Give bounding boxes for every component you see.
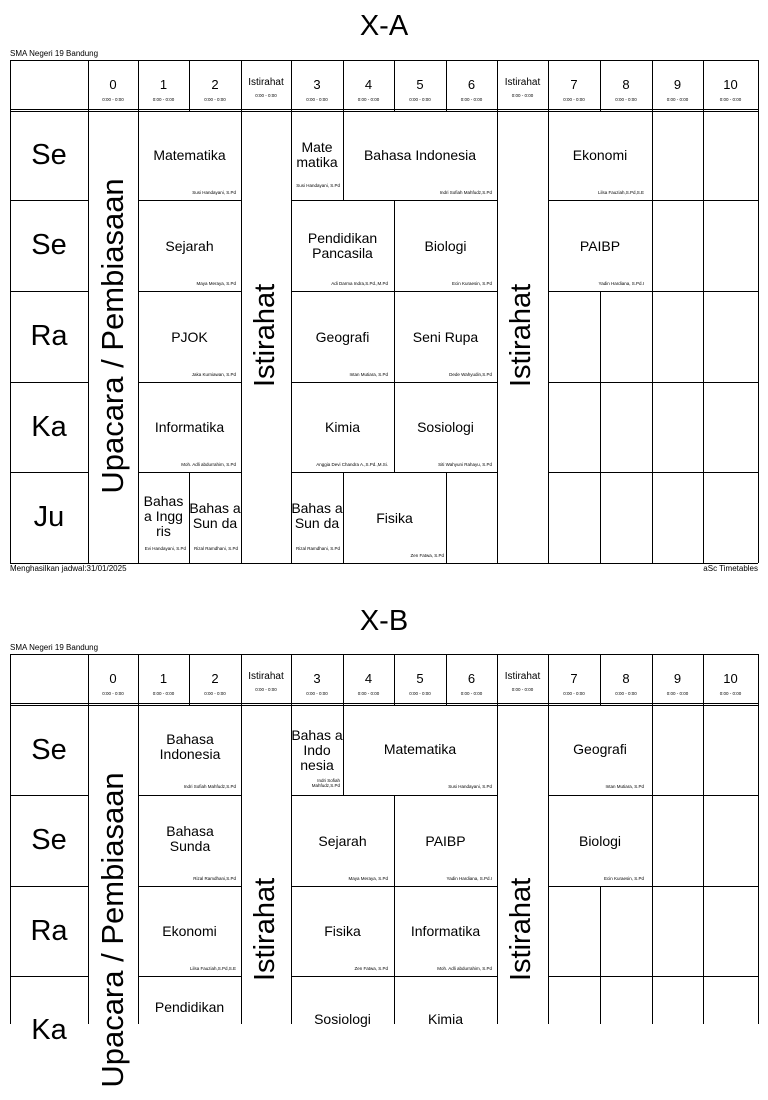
lesson-subject: Ekonomi [572, 146, 628, 163]
lesson-teacher: Evi Handayani, S.Pd [144, 546, 186, 551]
lesson-teacher: Moh. Adli abdurrahim, S.Pd [437, 966, 492, 971]
lesson-teacher: Rizal Ramdhani, S.Pd [295, 546, 340, 551]
period-header: 7 0:00 - 0:00 [563, 77, 585, 102]
lesson-teacher: Intan Mutiara, S.Pd [605, 784, 644, 789]
lesson-subject: Sejarah [165, 237, 214, 254]
lesson-subject: PJOK [171, 328, 208, 345]
lesson-teacher: Intan Mutiara, S.Pd [349, 372, 388, 377]
period-header: Istirahat 0:00 - 0:00 [248, 671, 284, 692]
lesson-subject: Informatika [154, 418, 225, 435]
lesson-subject: Kimia [427, 1010, 463, 1027]
lesson-teacher: Zen Fatwa, S.Pd [410, 553, 444, 558]
period-header: 7 0:00 - 0:00 [563, 671, 585, 696]
break-label: Istirahat [249, 283, 281, 387]
lesson-subject: Fisika [324, 922, 361, 939]
lesson-teacher: Rizal Ramdhani, S.Pd [193, 546, 238, 551]
period-header: 0 0:00 - 0:00 [102, 77, 124, 102]
lesson-subject: Matematika [153, 146, 226, 163]
lesson-teacher: Susi Handayani, S.Pd [192, 190, 236, 195]
period-header: 8 0:00 - 0:00 [615, 671, 637, 696]
school-name: SMA Negeri 19 Bandung [10, 49, 99, 58]
lesson-teacher: Lilsa Fauziah,S.Pd,S.E [189, 966, 236, 971]
lesson-teacher: Yadin Hardiana, S.Pd.I [598, 281, 644, 286]
upacara-label: Upacara / Pembiasaan [95, 178, 130, 494]
brand-footer: aSc Timetables [703, 564, 758, 573]
break-label: Istirahat [505, 283, 537, 387]
lesson-subject: Ekonomi [162, 922, 217, 939]
day-label: Ju [33, 501, 65, 533]
period-header: 4 0:00 - 0:00 [357, 77, 380, 102]
lesson-subject: PAIBP [425, 832, 466, 849]
lesson-teacher: Dede Wahyudin,S.Pd [449, 372, 492, 377]
lesson-subject: Pendidikan [154, 998, 225, 1015]
class-title: X-B [359, 605, 409, 637]
lesson-teacher: Maya Meraya, S.Pd [196, 281, 236, 286]
lesson-subject: Mate matika [296, 139, 338, 170]
lesson-subject: Biologi [578, 832, 622, 849]
lesson-subject: Seni Rupa [412, 328, 479, 345]
lesson-subject: Bahasa Sunda [166, 823, 214, 854]
lesson-teacher: Zen Fatwa, S.Pd [354, 966, 388, 971]
lesson-teacher: Indri Sofiah Mahfudz,S.Pd [439, 190, 492, 195]
lesson-teacher: Anggia Devi Chandra A.,S.Pd.,M.Si. [316, 462, 388, 467]
day-label: Ka [31, 1013, 67, 1046]
period-header: 2 0:00 - 0:00 [204, 671, 226, 696]
period-header: 2 0:00 - 0:00 [204, 77, 226, 102]
day-label: Ka [31, 410, 67, 443]
period-header: 10 0:00 - 0:00 [719, 77, 742, 102]
break-label: Istirahat [505, 877, 537, 981]
day-label: Ra [30, 320, 68, 352]
period-header: 6 0:00 - 0:00 [460, 77, 483, 102]
generated-date: Menghasilkan jadwal:31/01/2025 [10, 564, 127, 573]
period-header: 8 0:00 - 0:00 [615, 77, 637, 102]
period-header: 5 0:00 - 0:00 [409, 77, 431, 102]
lesson-teacher: Ecin Kuraesin, S.Pd [603, 876, 644, 881]
lesson-teacher: Ecin Kuraesin, S.Pd [451, 281, 492, 286]
upacara-label: Upacara / Pembiasaan [95, 772, 130, 1088]
lesson-subject: Informatika [410, 922, 481, 939]
period-header: 3 0:00 - 0:00 [306, 77, 328, 102]
lesson-subject: Bahas a Sun da [189, 500, 241, 531]
period-header: 6 0:00 - 0:00 [460, 671, 483, 696]
period-header: 1 0:00 - 0:00 [152, 77, 175, 102]
lesson-teacher: Lilsa Fauziah,S.Pd,S.E [597, 190, 644, 195]
lesson-teacher: Adi Darma Indra,S.Pd.,M.Pd [331, 281, 388, 286]
lesson-teacher: Rizal Ramdhani,S.Pd [193, 876, 236, 881]
lesson-subject: Sosiologi [417, 418, 474, 435]
period-header: 4 0:00 - 0:00 [357, 671, 380, 696]
period-header: Istirahat 0:00 - 0:00 [504, 77, 541, 98]
lesson-teacher: Yadin Hardiana, S.Pd.I [446, 876, 492, 881]
lesson-subject: Bahas a Indo nesia [291, 726, 343, 773]
lesson-subject: Bahas a Sun da [291, 500, 343, 531]
day-label: Ra [30, 914, 68, 947]
period-header: 1 0:00 - 0:00 [152, 671, 175, 696]
lesson-subject: Geografi [315, 328, 370, 345]
lesson-teacher: Maya Meraya, S.Pd [348, 876, 388, 881]
lesson-teacher: Susi Handayani, S.Pd [448, 784, 492, 789]
period-header: Istirahat 0:00 - 0:00 [248, 77, 284, 98]
lesson-subject: PAIBP [579, 237, 621, 254]
lesson-subject: Geografi [573, 740, 627, 757]
day-label: Se [31, 733, 67, 766]
class-title: X-A [359, 10, 409, 42]
lesson-teacher: Moh. Adli abdurrahim, S.Pd [181, 462, 236, 467]
lesson-subject: Bahasa Indonesia [159, 731, 221, 762]
lesson-subject: Bahasa Indonesia [363, 146, 477, 163]
day-label: Se [31, 139, 67, 171]
period-header: 9 0:00 - 0:00 [666, 77, 689, 102]
day-label: Se [31, 824, 67, 856]
lesson-teacher: Indri Sofiah Mahfudz,S.Pd [311, 778, 340, 788]
lesson-subject: Matematika [383, 740, 457, 757]
lesson-teacher: Siti Wahyuni Rahayu, S.Pd [438, 462, 492, 467]
lesson-subject: Kimia [324, 418, 360, 435]
day-label: Se [31, 229, 67, 261]
lesson-subject: Bahas a Ingg ris [143, 492, 184, 539]
lesson-subject: Fisika [376, 509, 413, 526]
period-header: 9 0:00 - 0:00 [666, 671, 689, 696]
lesson-teacher: Susi Handayani, S.Pd [296, 183, 340, 188]
lesson-subject: Sosiologi [314, 1010, 371, 1027]
lesson-subject: Pendidikan Pancasila [307, 230, 378, 261]
period-header: 5 0:00 - 0:00 [409, 671, 431, 696]
break-label: Istirahat [249, 877, 281, 981]
lesson-subject: Biologi [424, 237, 467, 254]
period-header: 3 0:00 - 0:00 [306, 671, 328, 696]
period-header: 10 0:00 - 0:00 [719, 671, 742, 696]
lesson-subject: Sejarah [318, 832, 367, 849]
lesson-teacher: Indri Sofiah Mahfudz,S.Pd [183, 784, 236, 789]
period-header: Istirahat 0:00 - 0:00 [504, 671, 541, 692]
period-header: 0 0:00 - 0:00 [102, 671, 124, 696]
lesson-teacher: Jaka Kurniawan, S.Pd [191, 372, 236, 377]
school-name: SMA Negeri 19 Bandung [10, 643, 99, 652]
